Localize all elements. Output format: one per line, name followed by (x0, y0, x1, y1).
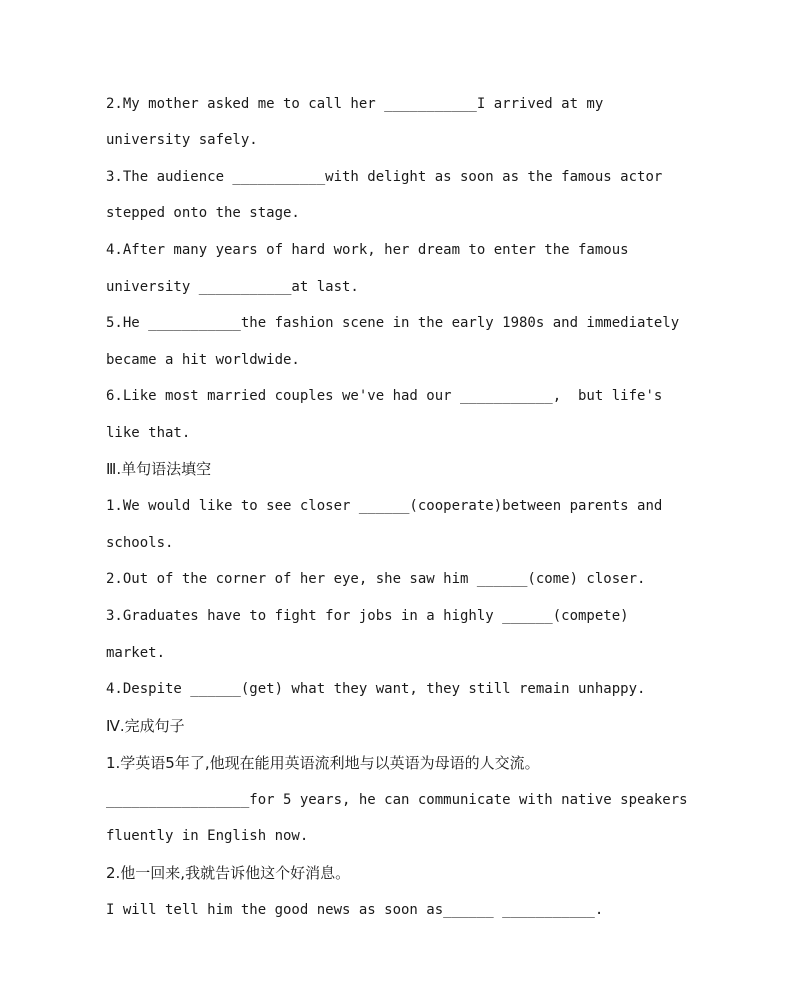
grammar-line-q4: 4.Despite ______(get) what they want, they still remain unhappy. (106, 681, 646, 697)
exercise-line-q5-cont: became a hit worldwide. (106, 352, 300, 368)
translation-line-1: _________________for 5 years, he can communicate with native speakers (106, 792, 688, 808)
section-heading-4: Ⅳ.完成句子 (106, 717, 185, 735)
exercise-line-q4: 4.After many years of hard work, her dream to enter the famous (106, 242, 629, 258)
exercise-line-q3-cont: stepped onto the stage. (106, 205, 300, 221)
grammar-line-q3: 3.Graduates have to fight for jobs in a highly ______(compete) (106, 608, 629, 624)
translation-line-1-cont: fluently in English now. (106, 828, 309, 844)
grammar-line-q1-cont: schools. (106, 535, 174, 551)
section-heading-3: Ⅲ.单句语法填空 (106, 460, 212, 478)
exercise-line-q5: 5.He ___________the fashion scene in the early 1980s and immediately (106, 315, 680, 331)
translation-prompt-2: 2.他一回来,我就告诉他这个好消息。 (106, 864, 351, 882)
exercise-line-q6: 6.Like most married couples we've had our ___________, but life's (106, 388, 663, 404)
grammar-line-q3-cont: market. (106, 645, 166, 661)
exercise-line-q4-cont: university ___________at last. (106, 279, 359, 295)
translation-prompt-1: 1.学英语5年了,他现在能用英语流利地与以英语为母语的人交流。 (106, 754, 540, 772)
grammar-line-q2: 2.Out of the corner of her eye, she saw him ______(come) closer. (106, 571, 646, 587)
translation-line-2: I will tell him the good news as soon as______ ___________. (106, 902, 604, 918)
exercise-line-q2: 2.My mother asked me to call her ___________I arrived at my (106, 96, 604, 112)
exercise-line-q6-cont: like that. (106, 425, 191, 441)
exercise-line-q3: 3.The audience ___________with delight as soon as the famous actor (106, 169, 663, 185)
exercise-line-q2-cont: university safely. (106, 132, 258, 148)
grammar-line-q1: 1.We would like to see closer ______(cooperate)between parents and (106, 498, 663, 514)
